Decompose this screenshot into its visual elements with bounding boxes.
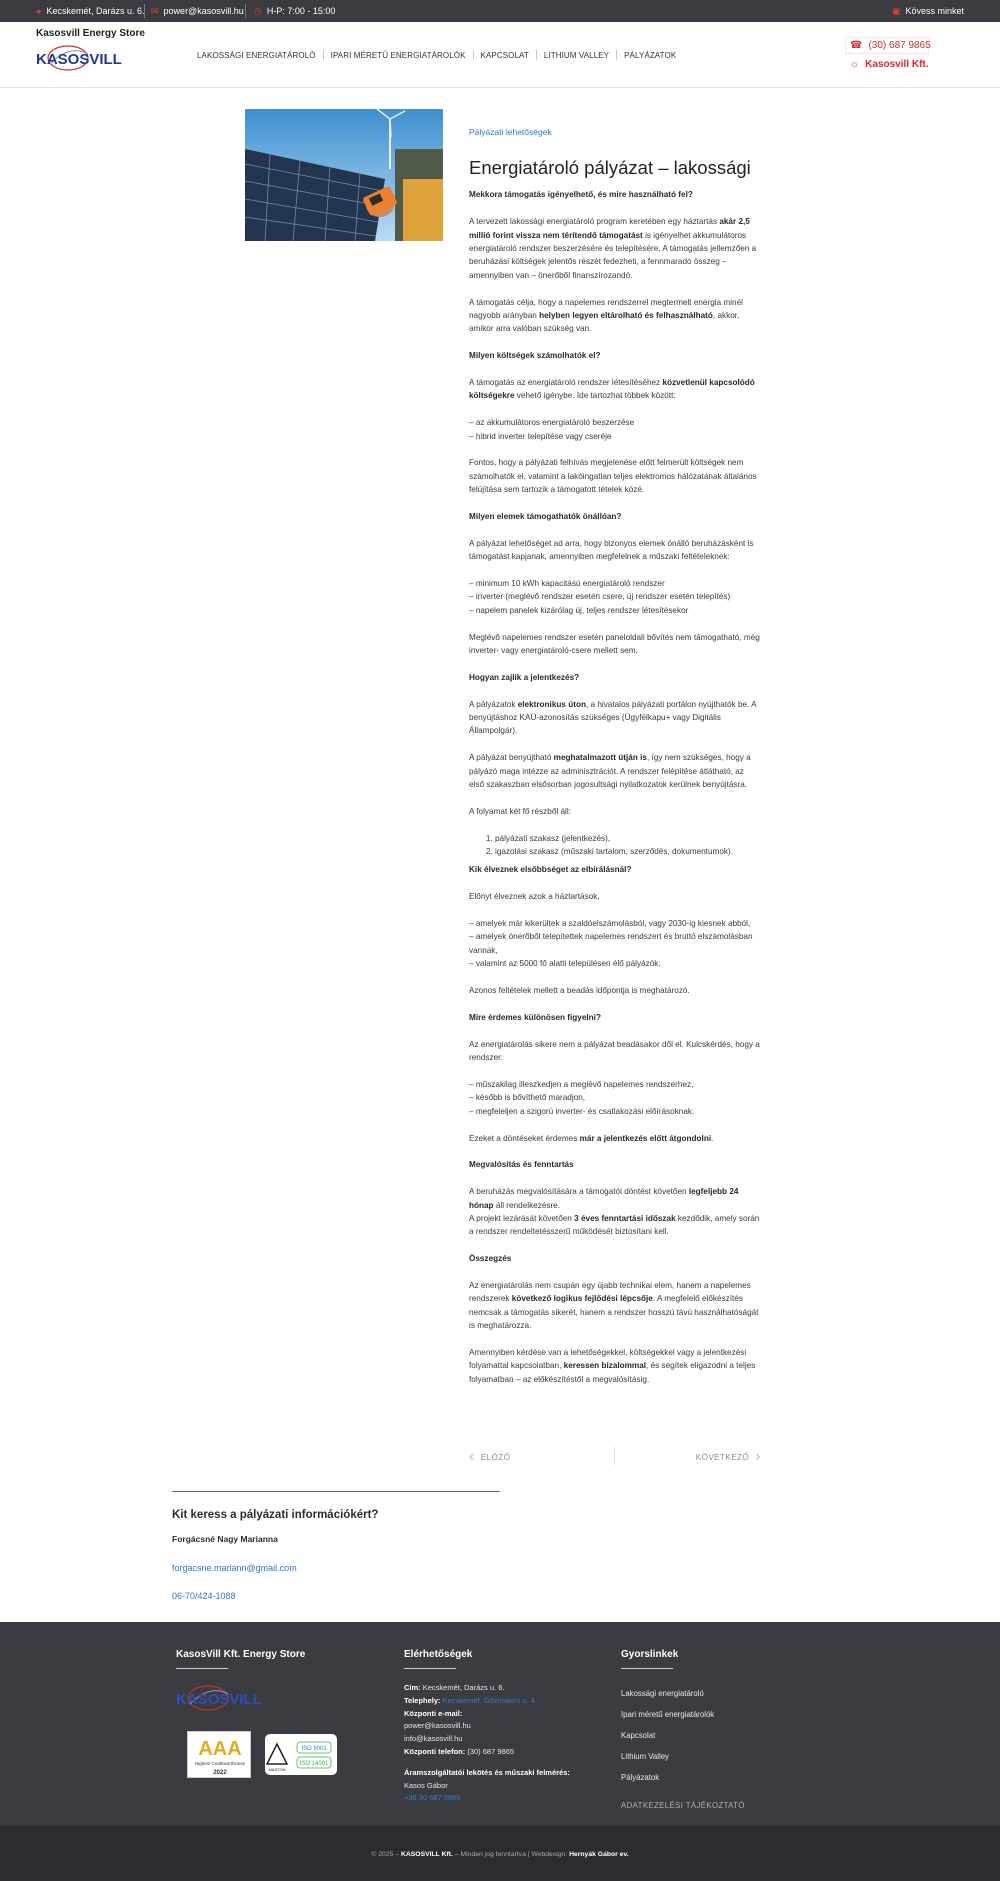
section-heading: Hogyan zajlik a jelentkezés? <box>469 672 580 682</box>
badge-iso1-text: ISO 9001 <box>301 1746 327 1752</box>
paragraph: Amennyiben kérdése van a lehetőségekkel, költségekkel vagy a jelentkezési folyamattal kapcsolatban, keressen bizalommal, és segítek eligazodni a teljes folyamatban – az előkészítéstől a megvalósításig. <box>469 1347 756 1384</box>
footer-link-ipari[interactable]: Ipari méretű energiatárolók <box>621 1710 715 1719</box>
main-nav <box>190 50 683 60</box>
logo-text: KASOSVILL <box>36 51 122 68</box>
section-heading: Mire érdemes különösen figyelni? <box>469 1012 601 1022</box>
next-post-link[interactable]: KÖVETKEZŐ › <box>695 1448 761 1465</box>
iso-certificate-badge <box>265 1734 337 1775</box>
footer-link-palyazatok[interactable]: Pályázatok <box>621 1773 660 1782</box>
clock-icon: ◷ <box>254 5 262 16</box>
paragraph: A beruházás megvalósítására a támogatói döntést követően legfeljebb 24 hónap áll rendelkezésre. A projekt lezárását követően 3 éves fenntartási időszak kezdődik, amely során a rendszer rendeltetésszerű működését biztosítani kell. <box>469 1187 760 1237</box>
topbar-divider <box>245 4 246 18</box>
footer-underline <box>621 1668 673 1669</box>
section-heading: Mekkora támogatás igényelhető, és mire használható fel? <box>469 190 693 200</box>
section-heading: Milyen elemek támogathatók önállóan? <box>469 512 622 522</box>
chevron-right-icon[interactable]: › <box>755 1448 761 1465</box>
footer-email-1[interactable]: power@kasosvill.hu <box>404 1721 471 1731</box>
footer-underline <box>176 1668 228 1669</box>
contact-email-link[interactable]: forgacsne.mariann@gmail.com <box>172 1563 297 1573</box>
header-phone[interactable]: ☎ (30) 687 9865 <box>850 40 931 51</box>
envelope-icon: ✉ <box>151 5 159 16</box>
footer-company-title: KasosVill Kft. Energy Store <box>176 1649 306 1660</box>
nav-item-palyazatok[interactable]: PÁLYÁZATOK <box>624 50 677 60</box>
priority-list: – amelyek már kikerültek a szaldóelszámolásból, vagy 2030-ig kiesnek abból, – amelyek önerőből telepítettek napelemes rendszert és bruttó elszámolásban vannak, – valamint az 5000 fő alatti településen élő pályázók. <box>469 919 753 969</box>
paragraph: A pályázat benyújtható meghatalmazott útján is, így nem szükséges, hogy a pályázó maga intézze az adminisztrációt. A rendszer felépítése átlátható, az első szakaszban elsősorban jogosultsági nyilatkozatok kerülnek benyújtásra. <box>469 753 751 790</box>
site-header <box>0 22 1000 88</box>
section-heading: Milyen költségek számolhatók el? <box>469 351 601 361</box>
footer-contact-title: Elérhetőségek <box>404 1649 473 1660</box>
article-category-link[interactable]: Pályázati lehetőségek <box>469 127 552 137</box>
follow-us-link[interactable]: ▣ Kövess minket <box>891 5 964 16</box>
postnav-divider <box>614 1447 615 1465</box>
footer-underline <box>404 1668 456 1669</box>
header-company-link[interactable]: ☼ Kasosvill Kft. <box>850 59 929 70</box>
badge-aaa-text: AAA <box>198 1738 242 1760</box>
paragraph: Ezeket a döntéseket érdemes már a jelentkezés előtt átgondolni. <box>469 1133 714 1143</box>
facebook-icon[interactable]: ▣ <box>891 5 901 16</box>
items-list: – minimum 10 kWh kapacitású energiatároló rendszer – inverter (meglévő rendszer esetén csere, új rendszer esetén telepítés) – napelem panelek kizárólag új, teljes rendszer létesítésekor <box>469 579 731 615</box>
badge-iso2-text: ISO 14001 <box>299 1761 329 1767</box>
footer-link-lithium-valley[interactable]: Lithium Valley <box>621 1752 669 1761</box>
chevron-left-icon[interactable]: ‹ <box>469 1448 475 1465</box>
contact-divider <box>172 1491 500 1492</box>
paragraph: A támogatás az energiatároló rendszer létesítéséhez közvetlenül kapcsolódó költségekre vehető igénybe. Ide tartozhat többek között: <box>469 378 755 401</box>
topbar-email[interactable]: ✉ power@kasosvill.hu <box>151 5 244 16</box>
article-body <box>469 126 761 1400</box>
list-item: 1. pályázati szakasz (jelentkezés), <box>495 832 761 845</box>
nav-item-kapcsolat[interactable]: KAPCSOLAT <box>480 50 529 60</box>
webdesign-credit-link[interactable]: Hernyák Gábor ev. <box>569 1851 629 1858</box>
article-hero-image <box>245 109 443 241</box>
paragraph: Előnyt élveznek azok a háztartások, <box>469 892 600 902</box>
location-pin-icon: ● <box>36 6 42 16</box>
paragraph: A pályázat lehetőséget ad arra, hogy bizonyos elemek önálló beruházásként is támogatást kapjanak, amennyiben megfelelnek a műszaki feltételeknek: <box>469 538 754 562</box>
contact-heading: Kit keress a pályázati információkért? <box>172 1509 379 1521</box>
post-navigation <box>469 1447 761 1467</box>
paragraph: Meglévő napelemes rendszer esetén paneloldali bővítés nem támogatható, még inverter- vagy energiatároló-csere mellett sem. <box>469 632 760 656</box>
tech-phone-link[interactable]: +36 30 687 9866 <box>404 1793 461 1803</box>
badge-maston-text: MASTON <box>268 1767 286 1772</box>
paragraph: Az energiatárolás sikere nem a pályázat beadásakor dől el. Kulcskérdés, hogy a rendszer: <box>469 1039 760 1063</box>
badge-year-text: 2022 <box>213 1770 227 1776</box>
list-item: 2. igazolási szakasz (műszaki tartalom, szerződés, dokumentumok). <box>495 845 761 858</box>
cost-list: – az akkumulátoros energiatároló beszerzése – hibrid inverter telepítése vagy cseréje <box>469 418 635 441</box>
nav-item-lithium-valley[interactable]: LITHIUM VALLEY <box>543 50 610 60</box>
footer-quicklinks-title: Gyorslinkek <box>621 1649 679 1660</box>
footer-contact-details: Cím: Kecskemét, Darázs u. 6. Telephely: Kecskemét, Gőzmalom u. 4. Központi e-mail: power@kasosvill.hu info@kasosvill.hu Központi telefon: (30) 687 9865 Áramszolgáltatói lekötés és műszaki felmérés: Kasos Gábor +36 30 687 9866 <box>404 1682 604 1805</box>
badge-sub-text: Highest Creditworthiness <box>194 1761 246 1766</box>
paragraph: Fontos, hogy a pályázati felhívás megjelenése előtt felmerült költségek nem számolhatók el, valamint a lakóingatlan teljes elektromos hálózatának általános felújítása sem tartozik a támogatott tételek közé. <box>469 458 757 495</box>
paragraph: A támogatás célja, hogy a napelemes rendszerrel megtermelt energia minél nagyobb arányban helyben legyen eltárolható és felhasználható, akkor, amikor arra valóban szükség van. <box>469 297 743 334</box>
footer-link-lakossagi[interactable]: Lakossági energiatároló <box>621 1689 704 1698</box>
contact-name: Forgácsné Nagy Marianna <box>172 1534 278 1544</box>
footer-phone[interactable]: (30) 687 9865 <box>465 1746 515 1756</box>
section-heading: Kik élveznek elsőbbséget az elbírálásnál? <box>469 865 632 875</box>
aaa-certificate-badge <box>187 1731 251 1778</box>
nav-item-lakossagi[interactable]: LAKOSSÁGI ENERGIATÁROLÓ <box>197 50 316 60</box>
footer-logo-text: KASOSVILL <box>176 1691 262 1708</box>
copyright-bar <box>0 1826 1000 1881</box>
paragraph: Azonos feltételek mellett a beadás időpontja is meghatározó. <box>469 986 690 996</box>
globe-icon: ☼ <box>850 59 860 70</box>
solar-panel-photo <box>245 109 443 241</box>
paragraph: A pályázatok elektronikus úton, a hivatalos pályázati portálon nyújthatók be. A benyújtáshoz KAÜ-azonosítás szükséges (Ügyfélkapu+ vagy Digitális Állampolgár). <box>469 699 757 736</box>
phone-icon: ☎ <box>850 40 863 51</box>
attention-list: – műszakilag illeszkedjen a meglévő napelemes rendszerhez, – később is bővíthető maradjon, – megfeleljen a szigorú inverter- és csatlakozási előírásoknak. <box>469 1079 695 1116</box>
nav-item-ipari[interactable]: IPARI MÉRETŰ ENERGIATÁROLÓK <box>330 50 466 60</box>
privacy-policy-link[interactable]: ADATKEZELÉSI TÁJÉKOZTATÓ <box>621 1801 745 1810</box>
copyright-text: © 2025 – KASOSVILL Kft. – Minden jog fenntartva | Webdesign: Hernyák Gábor ev. <box>371 1851 629 1858</box>
paragraph: Az energiatárolás nem csupán egy újabb technikai elem, hanem a napelemes rendszerek következő logikus fejlődési lépcsője. A megfelelő előkészítés nemcsak a támogatás sikerét, hanem a rendszer hosszú távú használhatóságát is meghatározza. <box>469 1280 759 1331</box>
steps-list <box>495 832 761 859</box>
site-address-link[interactable]: Kecskemét, Gőzmalom u. 4. <box>440 1695 537 1705</box>
topbar-address: ● Kecskemét, Darázs u. 6. <box>36 6 145 16</box>
site-footer <box>0 1622 1000 1826</box>
topbar-hours: ◷ H-P: 7:00 - 15:00 <box>254 5 336 16</box>
article-title: Energiatároló pályázat – lakossági <box>469 157 751 179</box>
section-heading: Összegzés <box>469 1254 512 1264</box>
prev-post-link[interactable]: ‹ ELŐZŐ <box>469 1448 511 1465</box>
contact-phone-link[interactable]: 06-70/424-1088 <box>172 1591 236 1601</box>
kasosvill-logo[interactable] <box>36 42 122 74</box>
paragraph: A tervezett lakossági energiatároló program keretében egy háztartás akár 2,5 millió forint vissza nem térítendő támogatást is igényelhet akkumulátoros energiatároló rendszer beszerzésére és telepítésére. A támogatás jellemzően a beruházási költségek jelentős részét fedezheti, a fennmaradó összeg – amennyiben van – önerőből finanszírozandó. <box>469 217 757 280</box>
footer-email-2[interactable]: info@kasosvill.hu <box>404 1734 463 1744</box>
paragraph: A folyamat két fő részből áll: <box>469 806 571 816</box>
brand-title: Kasosvill Energy Store <box>36 28 145 39</box>
footer-logo[interactable] <box>176 1682 262 1714</box>
footer-link-kapcsolat[interactable]: Kapcsolat <box>621 1731 656 1740</box>
section-heading: Megvalósítás és fenntartás <box>469 1160 574 1170</box>
top-bar <box>0 0 1000 22</box>
topbar-divider <box>144 4 145 18</box>
